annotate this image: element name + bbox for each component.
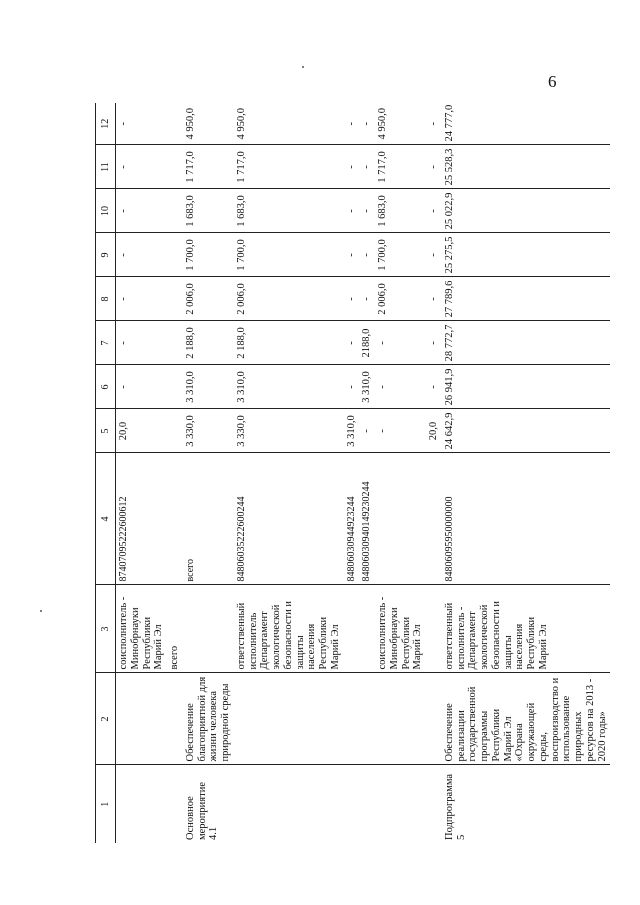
event-name-cell	[167, 765, 183, 843]
year-value-cell: -	[344, 189, 360, 233]
table-row	[426, 103, 442, 843]
event-description-cell	[167, 673, 183, 765]
year-value-cell	[167, 409, 183, 453]
budget-code-cell: 84806030940149230244	[359, 453, 375, 585]
scan-speck	[40, 610, 42, 612]
column-number: 8	[96, 277, 116, 321]
event-description-cell	[344, 673, 360, 765]
year-value-cell: 1 700,0	[234, 233, 344, 277]
year-value-cell: 1 700,0	[183, 233, 234, 277]
executor-cell: ответственный исполнитель Департамент экологической безопасности и защиты населения Республики Марий Эл	[234, 585, 344, 673]
year-value-cell: 24 642,9	[442, 409, 611, 453]
year-value-cell: 4 950,0	[375, 103, 426, 145]
year-value-cell: -	[344, 277, 360, 321]
year-value-cell: -	[375, 409, 426, 453]
executor-cell	[183, 585, 234, 673]
table-row	[183, 103, 234, 843]
year-value-cell: 2 006,0	[183, 277, 234, 321]
column-number: 1	[96, 765, 116, 843]
column-number: 11	[96, 145, 116, 189]
event-name-cell	[116, 765, 168, 843]
table-row	[116, 103, 168, 843]
year-value-cell: 2188,0	[359, 321, 375, 365]
year-value-cell: 4 950,0	[234, 103, 344, 145]
year-value-cell: -	[426, 233, 442, 277]
year-value-cell: 2 188,0	[234, 321, 344, 365]
year-value-cell: -	[344, 321, 360, 365]
executor-cell: ответственный исполнитель - Департамент экологической безопасности и защиты населения Республики Марий Эл	[442, 585, 611, 673]
year-value-cell: 1 683,0	[183, 189, 234, 233]
year-value-cell	[167, 189, 183, 233]
year-value-cell: 20,0	[116, 409, 168, 453]
year-value-cell: -	[375, 365, 426, 409]
event-name-cell	[375, 765, 426, 843]
year-value-cell: -	[359, 409, 375, 453]
budget-code-cell: 84806035222600244	[234, 453, 344, 585]
column-number: 9	[96, 233, 116, 277]
year-value-cell: 1 717,0	[375, 145, 426, 189]
executor-cell	[426, 585, 442, 673]
column-number: 12	[96, 103, 116, 145]
year-value-cell: 4 950,0	[183, 103, 234, 145]
column-number: 3	[96, 585, 116, 673]
year-value-cell	[167, 321, 183, 365]
executor-cell: соисполнитель - Минобрнауки Республики Марий Эл	[375, 585, 426, 673]
year-value-cell: 1 683,0	[375, 189, 426, 233]
year-value-cell	[167, 277, 183, 321]
executor-cell	[359, 585, 375, 673]
year-value-cell: -	[344, 365, 360, 409]
year-value-cell: -	[426, 189, 442, 233]
event-description-cell	[116, 673, 168, 765]
year-value-cell: 25 275,5	[442, 233, 611, 277]
year-value-cell: -	[116, 145, 168, 189]
year-value-cell: -	[426, 103, 442, 145]
table-row	[234, 103, 344, 843]
year-value-cell: 2 006,0	[234, 277, 344, 321]
year-value-cell: -	[426, 365, 442, 409]
budget-code-cell	[167, 453, 183, 585]
rotated-table-page	[95, 103, 608, 843]
year-value-cell: 3 310,0	[344, 409, 360, 453]
year-value-cell: 3 330,0	[183, 409, 234, 453]
event-name-cell: Подпрограмма 5	[443, 773, 467, 840]
budget-code-cell	[426, 453, 442, 585]
year-value-cell: -	[116, 277, 168, 321]
page-number: 6	[548, 72, 557, 91]
column-number: 4	[96, 453, 116, 585]
event-name-cell	[426, 765, 442, 843]
budget-code-cell: 84806095950000000	[442, 453, 611, 585]
year-value-cell: -	[344, 233, 360, 277]
year-value-cell: 3 310,0	[234, 365, 344, 409]
year-value-cell: 26 941,9	[442, 365, 611, 409]
column-number: 6	[96, 365, 116, 409]
year-value-cell: -	[426, 277, 442, 321]
column-number: 10	[96, 189, 116, 233]
event-description-cell	[234, 673, 344, 765]
budget-code-cell: всего	[183, 453, 234, 585]
event-description-cell: Обеспечение благоприятной для жизни человека природной среды	[183, 673, 234, 765]
column-number: 2	[96, 673, 116, 765]
year-value-cell: 1 717,0	[183, 145, 234, 189]
year-value-cell: -	[359, 189, 375, 233]
year-value-cell: 25 528,3	[442, 145, 611, 189]
financing-table	[95, 103, 610, 843]
event-description-cell	[375, 673, 426, 765]
year-value-cell: -	[359, 103, 375, 145]
year-value-cell: -	[344, 145, 360, 189]
budget-code-cell: 84806030944923244	[344, 453, 360, 585]
budget-code-cell	[375, 453, 426, 585]
table-row	[344, 103, 360, 843]
year-value-cell: -	[116, 103, 168, 145]
year-value-cell: 2 188,0	[183, 321, 234, 365]
year-value-cell: -	[359, 277, 375, 321]
year-value-cell: 27 789,6	[442, 277, 611, 321]
year-value-cell: 20,0	[426, 409, 442, 453]
executor-cell: соисполнитель - Минобрнауки Республики Марий Эл	[116, 585, 168, 673]
event-name-cell	[234, 765, 344, 843]
year-value-cell: -	[375, 321, 426, 365]
year-value-cell: 28 772,7	[442, 321, 611, 365]
year-value-cell: -	[116, 321, 168, 365]
year-value-cell: -	[344, 103, 360, 145]
event-description-cell: Обеспечение реализации государственной программы Республики Марий Эл «Охрана окружающей среды, воспроизводство и использование природных ресурсов на 2013 - 2020 годы»	[442, 673, 611, 765]
scan-speck	[302, 66, 304, 68]
year-value-cell: -	[359, 233, 375, 277]
event-name-cell	[344, 765, 360, 843]
year-value-cell: 3 310,0	[183, 365, 234, 409]
executor-cell	[344, 585, 360, 673]
year-value-cell: -	[116, 365, 168, 409]
event-name-cell: Основное мероприятие 4.1	[184, 782, 220, 840]
year-value-cell: 3 310,0	[359, 365, 375, 409]
year-value-cell: 1 683,0	[234, 189, 344, 233]
column-number: 7	[96, 321, 116, 365]
year-value-cell	[167, 103, 183, 145]
table-row	[442, 103, 611, 843]
column-number-row	[96, 103, 116, 843]
year-value-cell: -	[359, 145, 375, 189]
event-name-cell	[359, 765, 375, 843]
year-value-cell: 24 777,0	[442, 103, 611, 145]
table-row	[375, 103, 426, 843]
year-value-cell: 1 717,0	[234, 145, 344, 189]
column-number: 5	[96, 409, 116, 453]
year-value-cell: -	[426, 145, 442, 189]
year-value-cell: -	[116, 189, 168, 233]
year-value-cell	[167, 145, 183, 189]
table-row	[359, 103, 375, 843]
year-value-cell: 3 330,0	[234, 409, 344, 453]
event-description-cell	[359, 673, 375, 765]
budget-code-cell: 87407095222600612	[116, 453, 168, 585]
year-value-cell: 25 022,9	[442, 189, 611, 233]
table-row	[167, 103, 183, 843]
year-value-cell: 1 700,0	[375, 233, 426, 277]
year-value-cell	[167, 233, 183, 277]
event-description-cell	[426, 673, 442, 765]
year-value-cell: 2 006,0	[375, 277, 426, 321]
year-value-cell: -	[116, 233, 168, 277]
year-value-cell	[167, 365, 183, 409]
executor-cell: всего	[167, 585, 183, 673]
year-value-cell: -	[426, 321, 442, 365]
